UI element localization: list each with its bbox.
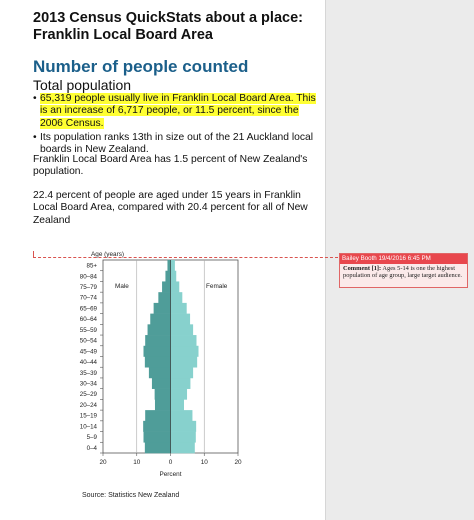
bar-male	[148, 324, 171, 335]
subheading: Total population	[33, 77, 132, 93]
bar-male	[145, 357, 171, 368]
bar-female	[171, 303, 187, 314]
y-tick-label: 35–39	[79, 369, 97, 377]
x-tick-label: 20	[99, 459, 107, 466]
bar-female	[171, 410, 193, 421]
bar-female	[171, 367, 194, 378]
bar-male	[154, 303, 171, 314]
y-tick-label: 25–29	[79, 391, 97, 399]
y-axis-title: Age (years)	[91, 251, 125, 258]
section-heading: Number of people counted	[33, 57, 249, 76]
chart-source: Source: Statistics New Zealand	[82, 492, 180, 499]
y-tick-label: 50–54	[79, 337, 97, 345]
comment-connector-line	[33, 257, 338, 258]
comment-balloon[interactable]	[339, 253, 468, 288]
highlighted-text[interactable]: 65,319 people usually live in Franklin Local Board Area. This is an increase of 6,717 people, or 11.5 percent, since the 2006 Census.	[40, 93, 316, 129]
y-tick-label: 85+	[86, 262, 97, 270]
bar-male	[144, 346, 171, 357]
y-tick-label: 45–49	[79, 348, 97, 356]
bar-female	[171, 324, 194, 335]
y-tick-label: 60–64	[79, 316, 97, 324]
y-tick-label: 20–24	[79, 401, 97, 409]
x-tick-label: 10	[200, 459, 208, 466]
y-tick-label: 55–59	[79, 326, 97, 334]
bar-male	[145, 335, 170, 346]
comment-label: Comment [1]:	[343, 265, 382, 272]
bar-female	[171, 314, 191, 325]
bullet-item	[33, 93, 323, 130]
bar-female	[171, 292, 183, 303]
bullet-text: Its population ranks 13th in size out of the 21 Auckland local boards in New Zealand.	[40, 131, 314, 156]
bar-male	[149, 367, 171, 378]
bar-male	[165, 271, 170, 282]
bar-female	[171, 271, 177, 282]
bar-female	[171, 357, 198, 368]
bar-male	[155, 399, 171, 410]
y-tick-label: 40–44	[79, 359, 97, 367]
x-tick-label: 20	[234, 459, 242, 466]
bar-male	[144, 432, 171, 443]
comment-header: Bailey Booth 19/4/2016 6:45 PM	[340, 254, 467, 264]
y-tick-label: 10–14	[79, 423, 97, 431]
paragraph: Franklin Local Board Area has 1.5 percent of New Zealand's population.	[33, 154, 308, 178]
comment-text: Ages 5-14 is one the highest population of age group, large target audience.	[343, 265, 463, 280]
bullet-icon: •	[33, 93, 37, 104]
bar-male	[162, 281, 170, 292]
comment-body	[340, 264, 467, 280]
y-tick-label: 65–69	[79, 305, 97, 313]
y-tick-label: 70–74	[79, 294, 97, 302]
bar-male	[145, 410, 170, 421]
bar-male	[150, 314, 170, 325]
bar-male	[145, 442, 171, 453]
y-tick-label: 15–19	[79, 412, 97, 420]
document-title: 2013 Census QuickStats about a place: Franklin Local Board Area	[33, 10, 303, 43]
y-tick-label: 5–9	[86, 434, 97, 442]
bar-male	[152, 378, 171, 389]
bar-female	[171, 389, 188, 400]
bar-female	[171, 346, 199, 357]
bar-male	[155, 389, 171, 400]
bar-female	[171, 335, 197, 346]
bar-male	[143, 421, 170, 432]
population-pyramid-chart	[0, 245, 325, 485]
x-tick-label: 10	[133, 459, 141, 466]
bar-female	[171, 399, 185, 410]
bar-female	[171, 442, 195, 453]
x-tick-label: 0	[168, 459, 173, 466]
bar-female	[171, 281, 180, 292]
y-tick-label: 75–79	[79, 284, 97, 292]
bar-female	[171, 260, 175, 271]
paragraph: 22.4 percent of people are aged under 15 years in Franklin Local Board Area, compared with 20.4 percent for all of New Zealand	[33, 190, 308, 226]
female-label: Female	[206, 283, 228, 290]
bullet-item	[33, 132, 323, 157]
bar-male	[167, 260, 170, 271]
x-axis-title: Percent	[159, 471, 182, 478]
bullet-list	[33, 93, 323, 158]
bar-male	[158, 292, 170, 303]
bar-female	[171, 432, 196, 443]
bullet-icon: •	[33, 131, 37, 143]
male-label: Male	[115, 283, 129, 290]
y-tick-label: 80–84	[79, 273, 97, 281]
y-tick-label: 30–34	[79, 380, 97, 388]
bar-female	[171, 378, 191, 389]
bar-female	[171, 421, 197, 432]
y-tick-label: 0–4	[86, 444, 97, 452]
